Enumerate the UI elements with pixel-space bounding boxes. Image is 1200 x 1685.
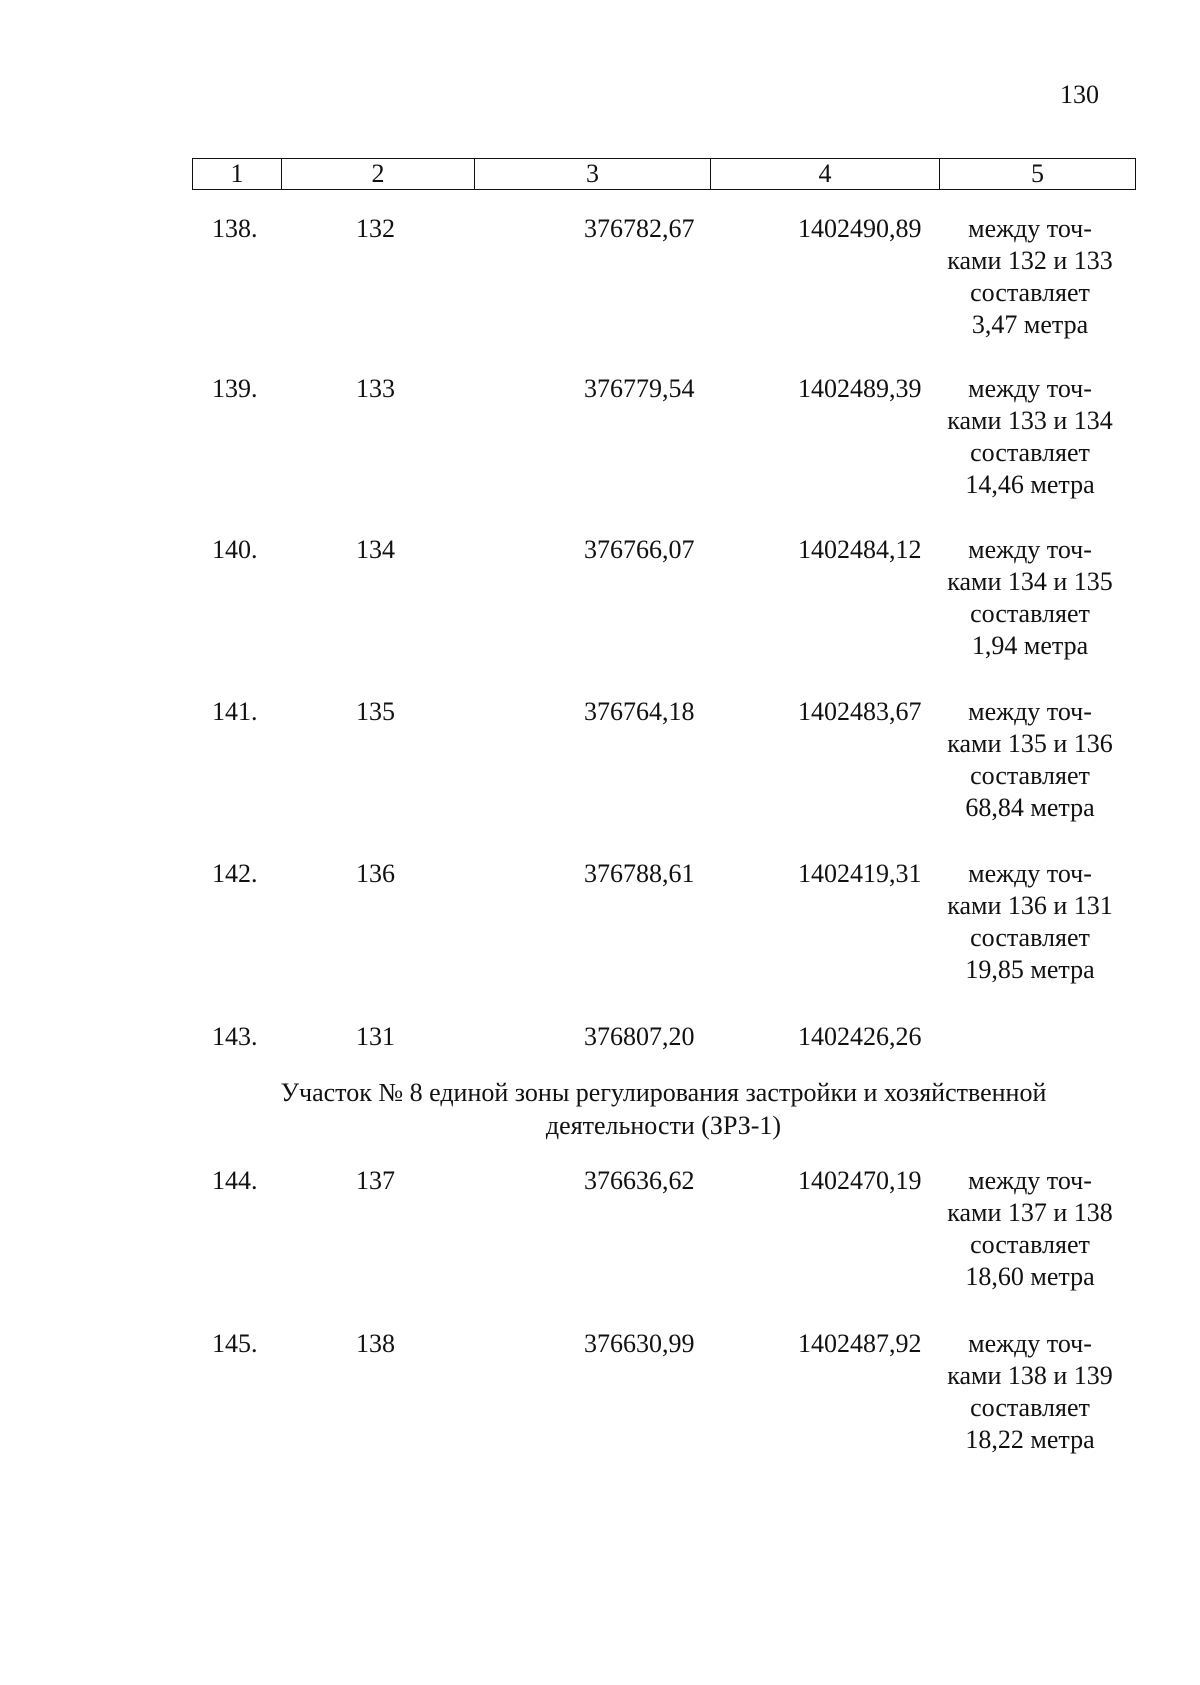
row-number: 144.: [212, 1166, 258, 1195]
note-line: 18,22 метра: [965, 1425, 1095, 1454]
coordinate-x: 376764,18: [584, 697, 695, 726]
section-title-line1: Участок № 8 единой зоны регулирования застройки и хозяйственной: [280, 1078, 1047, 1107]
coordinate-y: 1402484,12: [798, 535, 922, 564]
row-number: 145.: [212, 1329, 258, 1358]
row-number: 143.: [212, 1022, 258, 1051]
note-line: ками 135 и 136: [947, 729, 1113, 758]
distance-note: [940, 534, 1120, 662]
coordinate-x: 376779,54: [584, 374, 695, 403]
coordinate-x: 376788,61: [584, 859, 695, 888]
column-header-1: 1: [193, 159, 282, 190]
note-line: между точ-: [968, 374, 1092, 403]
column-header-3: 3: [475, 159, 711, 190]
point-id: 136: [356, 859, 395, 888]
point-id: 137: [356, 1166, 395, 1195]
row-number: 140.: [212, 535, 258, 564]
note-line: ками 137 и 138: [947, 1198, 1113, 1227]
note-line: 14,46 метра: [965, 470, 1095, 499]
distance-note: [940, 1165, 1120, 1293]
note-line: между точ-: [968, 859, 1092, 888]
coordinate-y: 1402490,89: [798, 214, 922, 243]
coordinate-x: 376636,62: [584, 1166, 695, 1195]
point-id: 133: [356, 374, 395, 403]
point-id: 131: [356, 1022, 395, 1051]
note-line: ками 136 и 131: [947, 891, 1113, 920]
distance-note: [940, 373, 1120, 501]
note-line: 68,84 метра: [965, 793, 1095, 822]
distance-note: [940, 858, 1120, 986]
distance-note: [940, 696, 1120, 824]
note-line: составляет: [970, 1393, 1090, 1422]
column-header-2: 2: [282, 159, 475, 190]
note-line: 19,85 метра: [965, 955, 1095, 984]
note-line: ками 133 и 134: [947, 406, 1113, 435]
point-id: 132: [356, 214, 395, 243]
note-line: 18,60 метра: [965, 1262, 1095, 1291]
note-line: ками 138 и 139: [947, 1361, 1113, 1390]
section-title-line2: деятельности (ЗРЗ-1): [545, 1111, 782, 1140]
note-line: составляет: [970, 923, 1090, 952]
column-header-table: [192, 158, 1136, 190]
coordinate-y: 1402487,92: [798, 1329, 922, 1358]
note-line: ками 132 и 133: [947, 246, 1113, 275]
coordinate-y: 1402489,39: [798, 374, 922, 403]
coordinate-x: 376766,07: [584, 535, 695, 564]
distance-note: [940, 1328, 1120, 1456]
coordinate-x: 376630,99: [584, 1329, 695, 1358]
point-id: 134: [356, 535, 395, 564]
page-number: 130: [1060, 80, 1099, 109]
column-header-5: 5: [940, 159, 1136, 190]
point-id: 135: [356, 697, 395, 726]
column-header-4: 4: [711, 159, 940, 190]
distance-note: [940, 213, 1120, 341]
note-line: 1,94 метра: [971, 631, 1089, 660]
row-number: 142.: [212, 859, 258, 888]
note-line: составляет: [970, 1230, 1090, 1259]
coordinate-x: 376807,20: [584, 1022, 695, 1051]
note-line: между точ-: [968, 214, 1092, 243]
coordinate-x: 376782,67: [584, 214, 695, 243]
coordinate-y: 1402419,31: [798, 859, 922, 888]
note-line: между точ-: [968, 1329, 1092, 1358]
note-line: между точ-: [968, 697, 1092, 726]
note-line: 3,47 метра: [971, 310, 1089, 339]
note-line: составляет: [970, 761, 1090, 790]
row-number: 141.: [212, 697, 258, 726]
row-number: 139.: [212, 374, 258, 403]
row-number: 138.: [212, 214, 258, 243]
note-line: между точ-: [968, 1166, 1092, 1195]
section-title: [192, 1076, 1135, 1142]
note-line: ками 134 и 135: [947, 567, 1113, 596]
coordinate-y: 1402470,19: [798, 1166, 922, 1195]
coordinate-y: 1402426,26: [798, 1022, 922, 1051]
note-line: составляет: [970, 599, 1090, 628]
point-id: 138: [356, 1329, 395, 1358]
coordinate-y: 1402483,67: [798, 697, 922, 726]
column-header-row: [193, 159, 1136, 190]
note-line: составляет: [970, 438, 1090, 467]
note-line: составляет: [970, 278, 1090, 307]
note-line: между точ-: [968, 535, 1092, 564]
